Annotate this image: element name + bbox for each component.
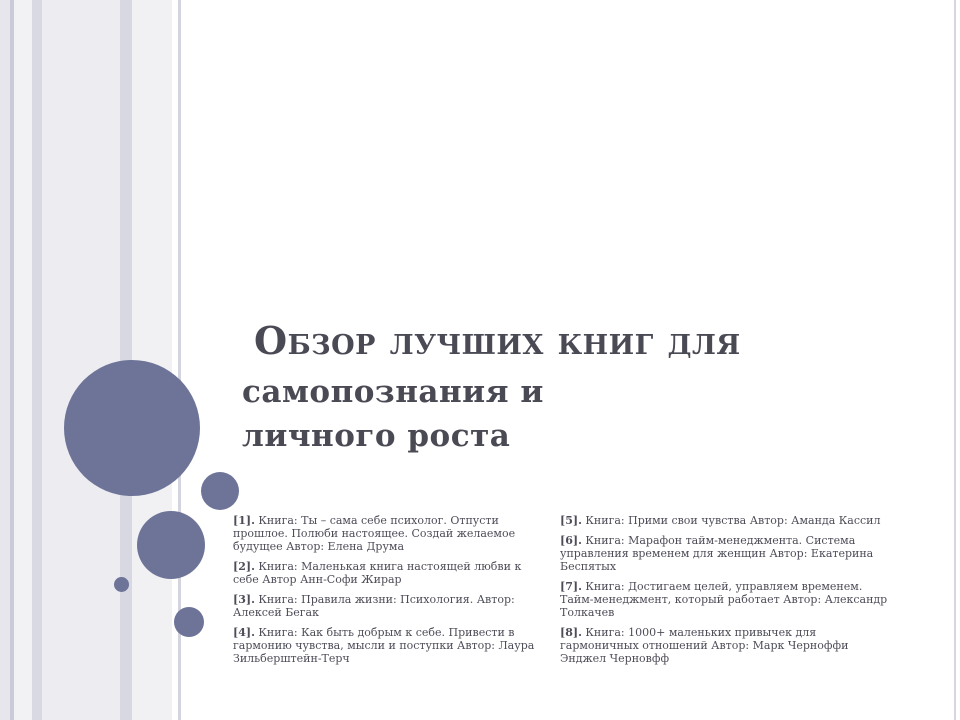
decor-circle-small [201,472,239,510]
title-line-3: личного роста [242,418,511,454]
decor-circle-small [174,607,204,637]
decor-line [954,0,956,720]
book-text: Книга: 1000+ маленьких привычек для гармоничных отношений Автор: Марк Черноффи Энджел Черновфф [560,626,849,665]
book-text: Книга: Ты – сама себе психолог. Отпусти прошлое. Полюби настоящее. Создай желаемое будущее Автор: Елена Друма [233,514,516,553]
slide-title [242,312,932,458]
book-text: Книга: Достигаем целей, управляем временем. Тайм-менеджмент, который работает Автор: Александр Толкачев [560,580,888,619]
decor-circle-medium [137,511,205,579]
title-line-2: самопознания и [242,374,544,410]
book-item [233,593,548,619]
book-text: Книга: Прими свои чувства Автор: Аманда Кассил [585,514,881,527]
book-number: [5]. [560,514,582,527]
book-text: Книга: Правила жизни: Психология. Автор: Алексей Бегак [233,593,515,619]
book-number: [8]. [560,626,582,639]
book-item [560,514,890,527]
book-number: [6]. [560,534,582,547]
book-item [560,626,890,665]
book-number: [1]. [233,514,255,527]
book-text: Книга: Как быть добрым к себе. Привести в гармонию чувства, мысли и поступки Автор: Лаура Зильберштейн-Терч [233,626,535,665]
decor-circle-large [64,360,200,496]
book-list-left [233,514,548,672]
book-item [233,514,548,553]
book-text: Книга: Марафон тайм-менеджмента. Система управления временем для женщин Автор: Екатерина Беспятых [560,534,874,573]
book-list-right [560,514,890,672]
book-number: [4]. [233,626,255,639]
book-item [560,534,890,573]
book-text: Книга: Маленькая книга настоящей любви к себе Автор Анн-Софи Жирар [233,560,522,586]
book-item [233,560,548,586]
book-number: [3]. [233,593,255,606]
book-number: [7]. [560,580,582,593]
book-item [233,626,548,665]
decor-stripe [14,0,32,720]
book-number: [2]. [233,560,255,573]
title-line-1: Обзор лучших книг для [254,318,741,363]
decor-stripe [0,0,10,720]
decor-stripe [42,0,120,720]
decor-stripe [32,0,42,720]
decor-circle-tiny [114,577,129,592]
book-item [560,580,890,619]
